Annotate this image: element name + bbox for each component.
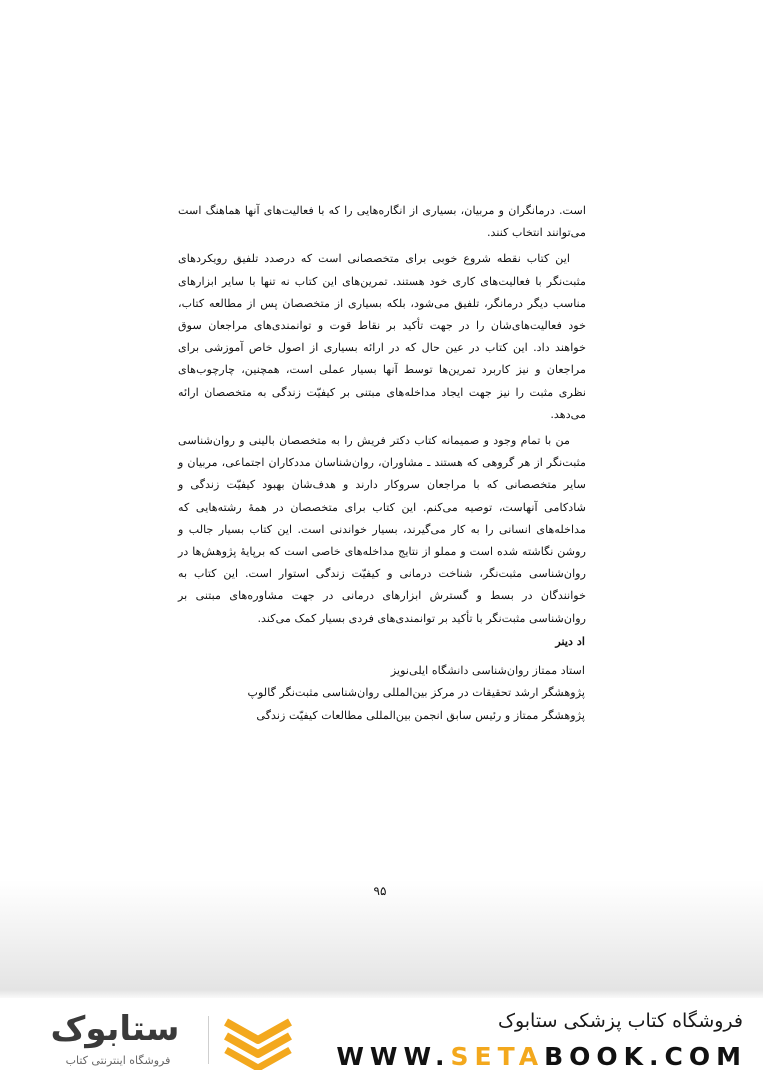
- url-accent: SETA: [450, 1042, 545, 1071]
- store-logo-subtitle: فروشگاه اینترنتی کتاب: [65, 1054, 171, 1067]
- store-footer: [0, 998, 763, 1080]
- author-title-1: استاد ممتاز روان‌شناسی دانشگاه ایلی‌نویز: [390, 663, 585, 677]
- body-text: [178, 200, 586, 630]
- author-title-2: پژوهشگر ارشد تحقیقات در مرکز بین‌المللی روان‌شناسی مثبت‌نگر گالوپ: [247, 686, 585, 699]
- logo-divider: [208, 1016, 209, 1064]
- url-prefix: WWW.: [336, 1042, 451, 1071]
- store-logo-text: ستابوک: [50, 1009, 180, 1049]
- paragraph-1: است. درمانگران و مربیان، بسیاری از انگاره‌هایی را که با فعالیت‌های آنها هماهنگ است می‌توانند انتخاب کنند.: [178, 204, 586, 240]
- book-logo-icon: [222, 1012, 294, 1070]
- paragraph-3: من با تمام وجود و صمیمانه کتاب دکتر فریش را به متخصصان بالینی و روان‌شناسی مثبت‌نگر از هر گروهی که هستند ـ مشاوران، روان‌شناسان مددکاران اجتماعی، مربیان و سایر متخصصانی که با مراجعان سروکار دارند و هدف‌شان بهبود کیفیّت زندگی و شادکامی آنهاست، توصیه می‌کنم. این کتاب برای متخصصان در همهٔ رشته‌هایی که مداخله‌های انسانی را به کار می‌گیرند، بسیار خواندنی است. این کتاب بسیار جالب و روشن نگاشته شده است و مملو از نتایج مداخله‌های خاصی است که برپایهٔ پژوهش‌ها در روان‌شناسی مثبت‌نگر، شناخت درمانی و کیفیّت زندگی استوار است. این کتاب به خوانندگان در بسط و گسترش ابزارهای درمانی در جهت مشاوره‌های مبتنی بر روان‌شناسی مثبت‌نگر با تأکید بر توانمندی‌های فردی بسیار کمک می‌کند.: [178, 434, 586, 625]
- author-name: اد دینر: [555, 634, 585, 648]
- store-title: فروشگاه کتاب پزشکی ستابوک: [497, 1010, 743, 1032]
- paragraph-2: این کتاب نقطه شروع خوبی برای متخصصانی است که درصدد تلفیق رویکردهای مثبت‌نگر با فعالیت‌های کاری خود هستند. تمرین‌های این کتاب نه تنها با سایر ابزارهای مناسب دیگر درمانگر، تلفیق می‌شود، بلکه بسیاری از متخصصان پس از مطالعه کتاب، خود فعالیت‌های‌شان را در جهت تأکید بر نقاط قوت و توانمندی‌های مراجعان سوق خواهند داد. این کتاب در عین حال که در ارائه بسیاری از اصول خاص آموزشی برای مراجعان و نیز کاربرد تمرین‌ها توسط آنها بسیار عملی است، همچنین، چارچوب‌های نظری مثبت را نیز جهت ایجاد مداخله‌های مبتنی بر کیفیّت زندگی به متخصصان ارائه می‌دهد.: [178, 252, 586, 421]
- page-number: ۹۵: [373, 884, 387, 898]
- url-suffix: BOOK.COM: [544, 1042, 747, 1071]
- author-signature: [180, 630, 585, 727]
- store-url[interactable]: [336, 1042, 747, 1071]
- author-title-3: پژوهشگر ممتاز و رئیس سابق انجمن بین‌المللی مطالعات کیفیّت زندگی: [256, 708, 585, 722]
